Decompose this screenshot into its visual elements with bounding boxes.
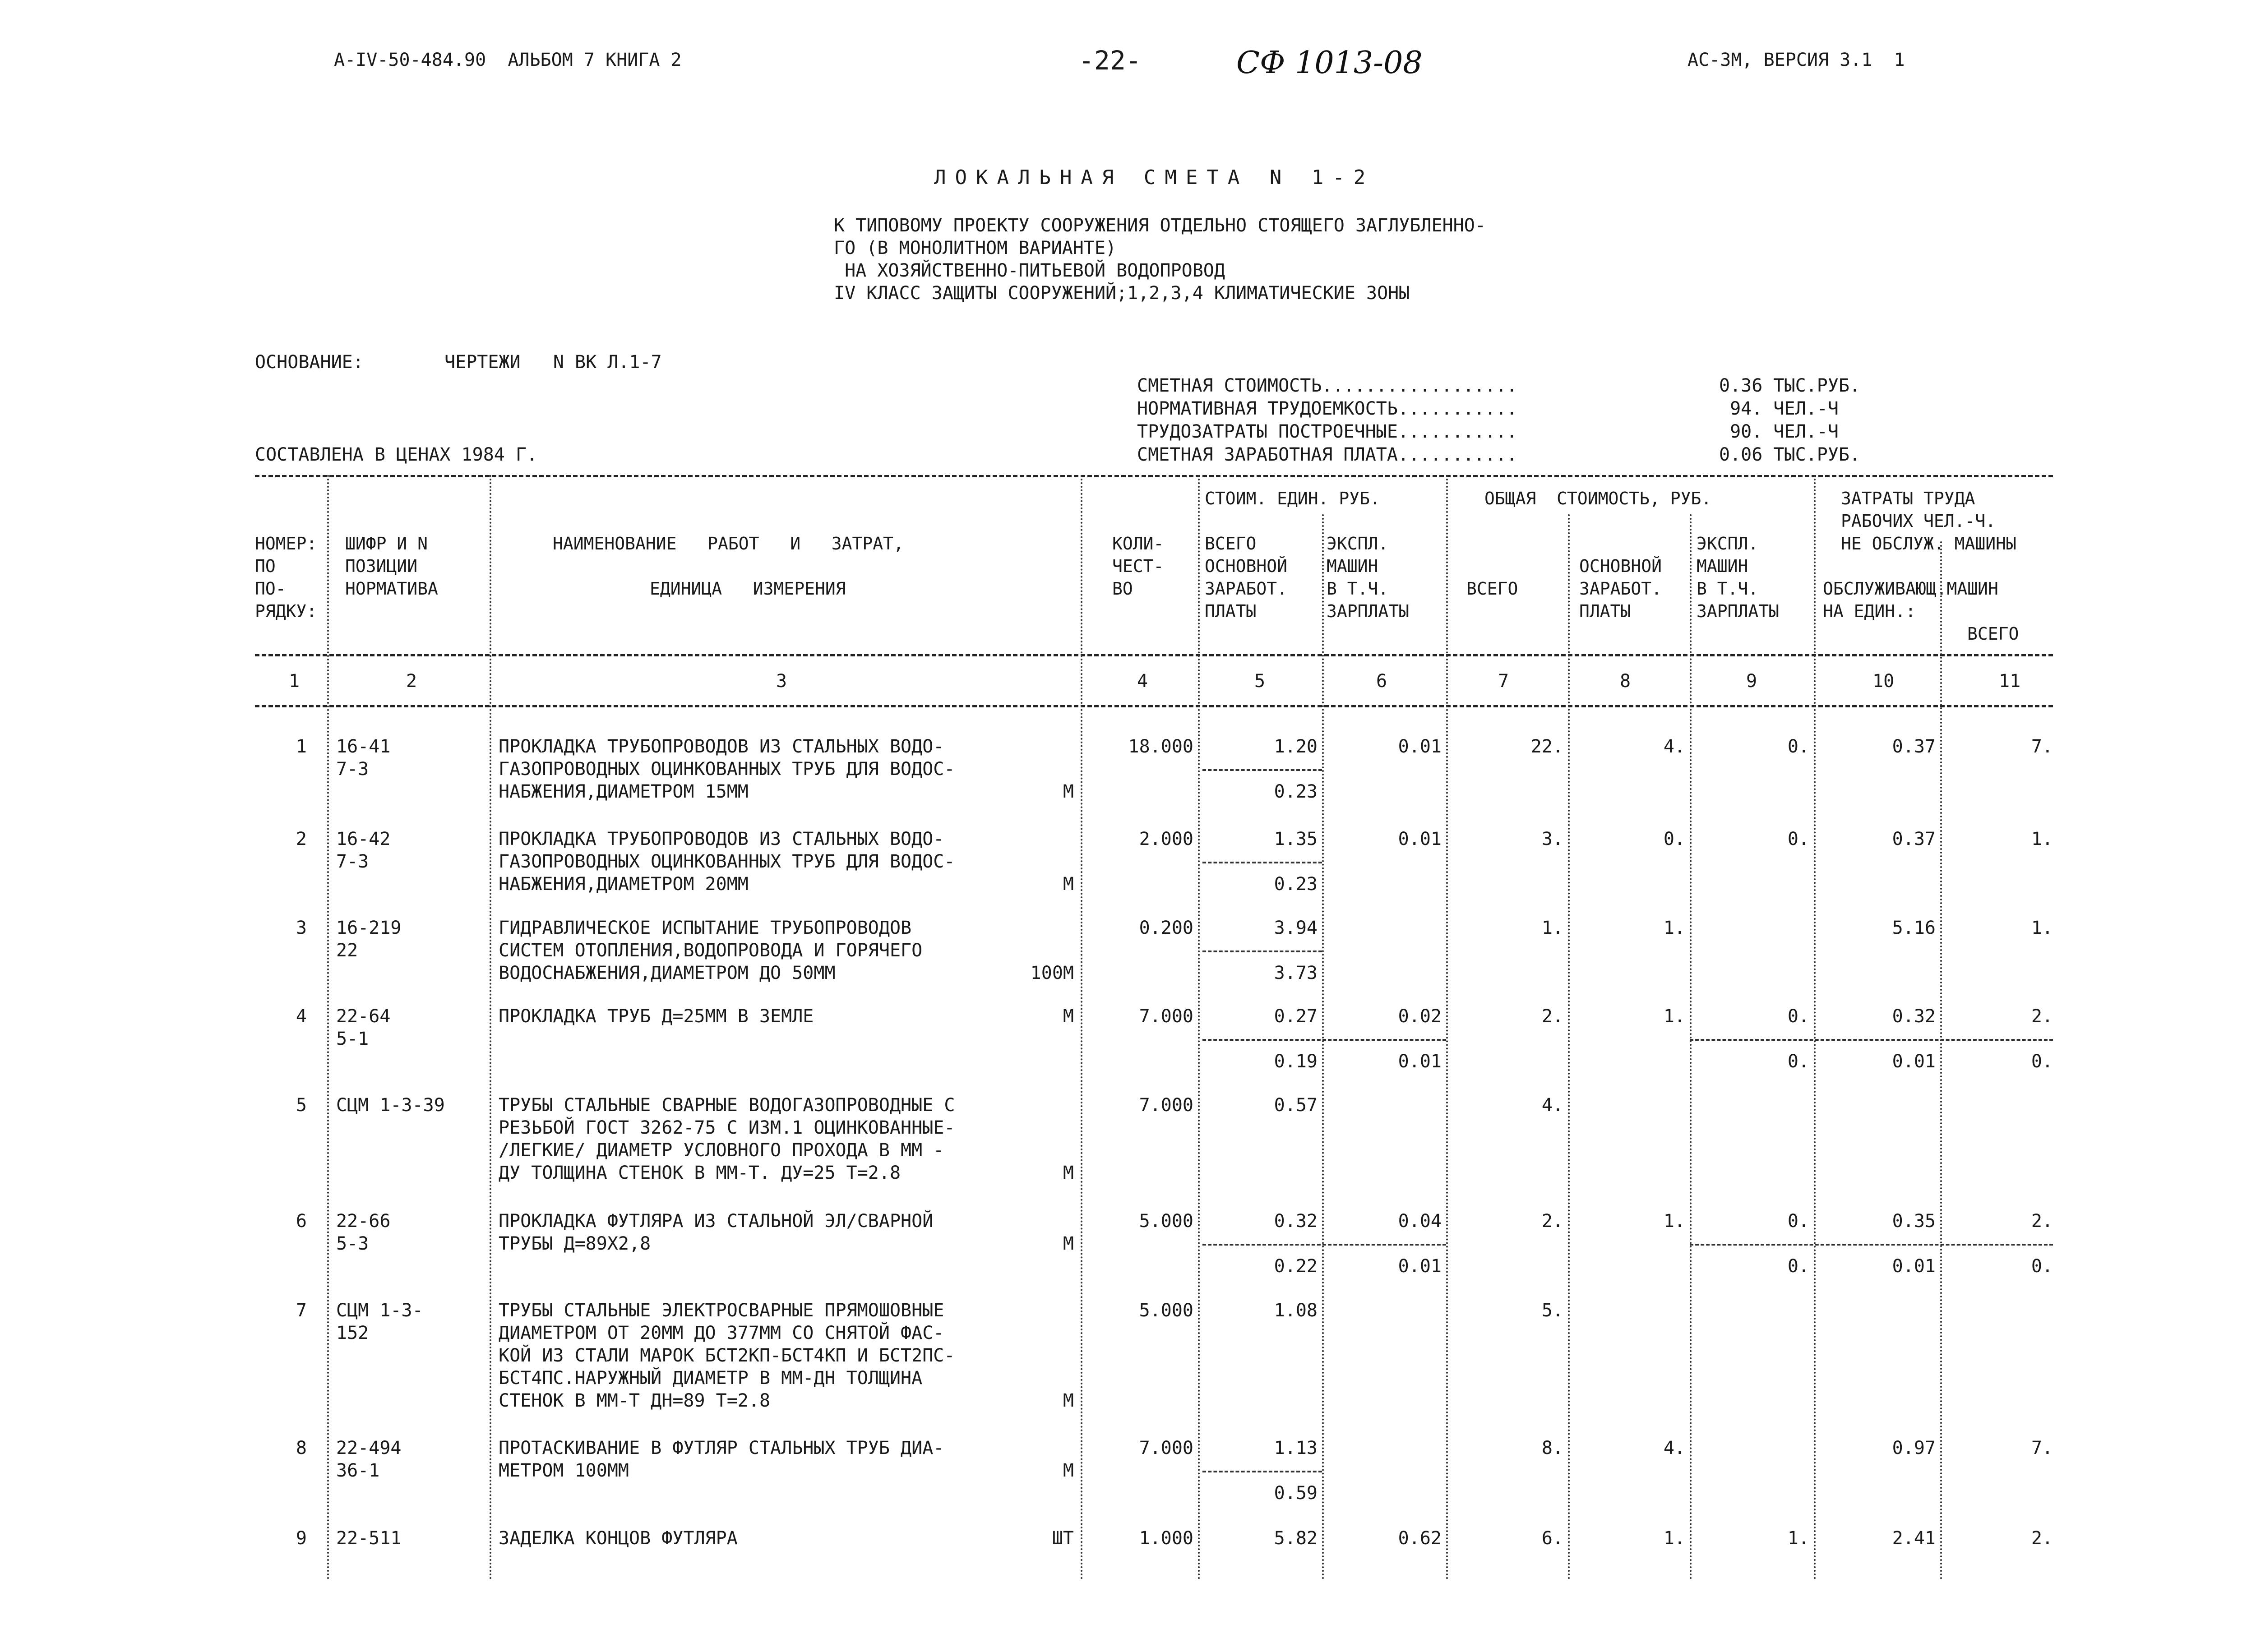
row-labor-per-unit: 0.32: [1892, 1006, 1936, 1027]
prices-note: СОСТАВЛЕНА В ЦЕНАХ 1984 Г.: [255, 444, 538, 465]
row-number: 1: [296, 736, 307, 757]
row-name: ПРОКЛАДКА ТРУБ Д=25ММ В ЗЕМЛЕ: [499, 1006, 814, 1027]
row-unit-cost-total: 0.32: [1274, 1211, 1318, 1232]
row-number: 9: [296, 1528, 307, 1549]
row-number: 8: [296, 1438, 307, 1458]
row-unit-cost-total: 0.57: [1274, 1095, 1318, 1116]
cell-divider: [1202, 1039, 1446, 1041]
row-unit-machine-wage: 0.01: [1398, 1051, 1442, 1072]
row-unit-cost-wage: 3.73: [1274, 963, 1318, 983]
row-unit-machine-wage: 0.01: [1398, 1256, 1442, 1277]
row-labor-total: 7.: [2031, 736, 2053, 757]
row-labor-total: 2.: [2031, 1528, 2053, 1549]
column-number: 4: [1137, 671, 1148, 692]
col-header-c8: ОСНОВНОЙ ЗАРАБОТ. ПЛАТЫ: [1579, 556, 1662, 621]
table-top-rule: [255, 475, 2053, 477]
row-unit-cost-total: 1.08: [1274, 1300, 1318, 1321]
row-code: 22-511: [336, 1528, 402, 1549]
row-total-cost: 5.: [1541, 1300, 1563, 1321]
row-total-wage: 1.: [1663, 1006, 1685, 1027]
row-unit-cost-total: 1.13: [1274, 1438, 1318, 1458]
row-labor-total: 2.: [2031, 1006, 2053, 1027]
row-total-wage: 1.: [1663, 1211, 1685, 1232]
header-album-ref: А-IV-50-484.90 АЛЬБОМ 7 КНИГА 2: [334, 50, 682, 70]
row-number: 3: [296, 918, 307, 938]
row-total-machine-wage: 0.: [1787, 1051, 1809, 1072]
row-qty: 7.000: [1139, 1095, 1193, 1116]
row-total-machine: 1.: [1787, 1528, 1809, 1549]
col-separator: [1568, 514, 1570, 1580]
row-code: 16-41 7-3: [336, 736, 391, 780]
row-total-machine: 0.: [1787, 829, 1809, 849]
row-total-cost: 22.: [1530, 736, 1563, 757]
row-name: ПРОКЛАДКА ТРУБОПРОВОДОВ ИЗ СТАЛЬНЫХ ВОДО- ГАЗОПРОВОДНЫХ ОЦИНКОВАННЫХ ТРУБ ДЛЯ ВОДОС- НАБЖЕНИЯ,ДИАМЕТРОМ 15ММ: [499, 736, 955, 802]
row-labor-total: 2.: [2031, 1211, 2053, 1232]
page-number: -22-: [1078, 45, 1142, 76]
row-unit-cost-wage: 0.19: [1274, 1051, 1318, 1072]
row-number: 6: [296, 1211, 307, 1232]
row-code: СЦМ 1-3-39: [336, 1095, 445, 1116]
row-labor-per-unit: 0.37: [1892, 736, 1936, 757]
row-name: ГИДРАВЛИЧЕСКОЕ ИСПЫТАНИЕ ТРУБОПРОВОДОВ СИСТЕМ ОТОПЛЕНИЯ,ВОДОПРОВОДА И ГОРЯЧЕГО ВОДОСНАБЖЕНИЯ,ДИАМЕТРОМ ДО 50ММ: [499, 918, 923, 983]
column-number: 3: [776, 671, 787, 692]
row-labor-per-unit: 0.97: [1892, 1438, 1936, 1458]
row-unit-machine: 0.62: [1398, 1528, 1442, 1549]
col-separator: [1446, 475, 1448, 1580]
row-total-wage: 1.: [1663, 918, 1685, 938]
row-total-cost: 4.: [1541, 1095, 1563, 1116]
row-qty: 18.000: [1128, 736, 1193, 757]
row-unit-cost-wage: 0.59: [1274, 1483, 1318, 1504]
header-bottom-rule: [255, 654, 2053, 656]
row-unit: М: [1063, 1006, 1074, 1027]
row-labor-machine-per-unit: 0.01: [1892, 1256, 1936, 1277]
row-code: 22-494 36-1: [336, 1438, 402, 1481]
row-total-cost: 6.: [1541, 1528, 1563, 1549]
col-header-c7: ВСЕГО: [1466, 579, 1518, 599]
row-unit: М: [1063, 1233, 1074, 1254]
row-total-wage: 4.: [1663, 736, 1685, 757]
column-number: 7: [1498, 671, 1509, 692]
document-subtitle: К ТИПОВОМУ ПРОЕКТУ СООРУЖЕНИЯ ОТДЕЛЬНО СТОЯЩЕГО ЗАГЛУБЛЕННО- ГО (В МОНОЛИТНОМ ВАРИАНТЕ) НА ХОЗЯЙСТВЕННО-ПИТЬЕВОЙ ВОДОПРОВОД IV КЛАСС ЗАЩИТЫ СООРУЖЕНИЙ;1,2,3,4 КЛИМАТИЧЕСКИЕ ЗОНЫ: [834, 215, 1486, 304]
col-header-labor: ЗАТРАТЫ ТРУДА РАБОЧИХ ЧЕЛ.-Ч. НЕ ОБСЛУЖ. МАШИНЫ: [1841, 489, 2016, 554]
summary-values: 0.36 ТЫС.РУБ. 94. ЧЕЛ.-Ч 90. ЧЕЛ.-Ч 0.06 ТЫС.РУБ.: [1719, 375, 1861, 465]
col-header-c5: ВСЕГО ОСНОВНОЙ ЗАРАБОТ. ПЛАТЫ: [1205, 534, 1288, 621]
column-number: 6: [1376, 671, 1387, 692]
col-header-c11: ВСЕГО: [1967, 624, 2019, 644]
column-number: 5: [1254, 671, 1266, 692]
row-name: ТРУБЫ СТАЛЬНЫЕ ЭЛЕКТРОСВАРНЫЕ ПРЯМОШОВНЫЕ ДИАМЕТРОМ ОТ 20ММ ДО 377ММ СО СНЯТОЙ ФАС- КОЙ ИЗ СТАЛИ МАРОК БСТ2КП-БСТ4КП И БСТ2ПС- БСТ4ПС.НАРУЖНЫЙ ДИАМЕТР В ММ-ДН ТОЛЩИНА СТЕНОК В ММ-Т ДН=89 Т=2.8: [499, 1300, 955, 1411]
column-number: 10: [1872, 671, 1895, 692]
row-labor-total: 1.: [2031, 829, 2053, 849]
row-number: 2: [296, 829, 307, 849]
row-code: 16-219 22: [336, 918, 402, 961]
row-code: 22-64 5-1: [336, 1006, 391, 1049]
column-number: 11: [1999, 671, 2021, 692]
cell-divider: [1202, 951, 1322, 952]
col-separator: [1198, 475, 1200, 1580]
row-name: ПРОКЛАДКА ФУТЛЯРА ИЗ СТАЛЬНОЙ ЭЛ/СВАРНОЙ ТРУБЫ Д=89Х2,8: [499, 1211, 934, 1254]
row-labor-per-unit: 5.16: [1892, 918, 1936, 938]
row-unit-cost-wage: 0.23: [1274, 781, 1318, 802]
row-name: ПРОТАСКИВАНИЕ В ФУТЛЯР СТАЛЬНЫХ ТРУБ ДИА- МЕТРОМ 100ММ: [499, 1438, 944, 1481]
row-unit-cost-total: 5.82: [1274, 1528, 1318, 1549]
col-header-code: ШИФР И N ПОЗИЦИИ НОРМАТИВА: [345, 534, 438, 599]
row-qty: 5.000: [1139, 1211, 1193, 1232]
row-unit: М: [1063, 1163, 1074, 1183]
col-separator: [327, 475, 329, 1580]
row-qty: 7.000: [1139, 1006, 1193, 1027]
row-total-machine: 0.: [1787, 1006, 1809, 1027]
row-total-machine: 0.: [1787, 736, 1809, 757]
row-total-cost: 8.: [1541, 1438, 1563, 1458]
row-total-wage: 4.: [1663, 1438, 1685, 1458]
document-title: ЛОКАЛЬНАЯ СМЕТА N 1-2: [934, 166, 1375, 189]
basis-value: ЧЕРТЕЖИ N ВК Л.1-7: [444, 352, 662, 373]
col-header-name: НАИМЕНОВАНИЕ РАБОТ И ЗАТРАТ,: [553, 534, 904, 554]
col-separator: [490, 475, 491, 1580]
column-numbers-rule: [255, 705, 2053, 707]
row-qty: 1.000: [1139, 1528, 1193, 1549]
row-total-wage: 0.: [1663, 829, 1685, 849]
row-unit-cost-total: 3.94: [1274, 918, 1318, 938]
col-header-qty: КОЛИ- ЧЕСТ- ВО: [1112, 534, 1164, 599]
col-header-c9: ЭКСПЛ. МАШИН В Т.Ч. ЗАРПЛАТЫ: [1697, 534, 1780, 621]
row-unit: 100М: [1030, 963, 1074, 983]
row-labor-machine-total: 0.: [2031, 1256, 2053, 1277]
row-qty: 7.000: [1139, 1438, 1193, 1458]
row-unit-cost-total: 1.35: [1274, 829, 1318, 849]
col-header-unit: ЕДИНИЦА ИЗМЕРЕНИЯ: [650, 579, 846, 599]
row-total-cost: 2.: [1541, 1211, 1563, 1232]
row-total-cost: 2.: [1541, 1006, 1563, 1027]
row-number: 7: [296, 1300, 307, 1321]
row-unit: М: [1063, 1390, 1074, 1411]
row-total-cost: 1.: [1541, 918, 1563, 938]
row-qty: 0.200: [1139, 918, 1193, 938]
col-header-c6: ЭКСПЛ. МАШИН В Т.Ч. ЗАРПЛАТЫ: [1327, 534, 1410, 621]
row-unit-machine: 0.01: [1398, 829, 1442, 849]
row-unit-cost-total: 0.27: [1274, 1006, 1318, 1027]
row-labor-machine-total: 0.: [2031, 1051, 2053, 1072]
row-unit-machine: 0.01: [1398, 736, 1442, 757]
row-labor-total: 1.: [2031, 918, 2053, 938]
row-name: ПРОКЛАДКА ТРУБОПРОВОДОВ ИЗ СТАЛЬНЫХ ВОДО- ГАЗОПРОВОДНЫХ ОЦИНКОВАННЫХ ТРУБ ДЛЯ ВОДОС- НАБЖЕНИЯ,ДИАМЕТРОМ 20ММ: [499, 829, 955, 895]
row-labor-total: 7.: [2031, 1438, 2053, 1458]
col-header-row-number: НОМЕР: ПО ПО- РЯДКУ:: [255, 534, 317, 621]
row-labor-per-unit: 0.35: [1892, 1211, 1936, 1232]
cell-divider: [1202, 862, 1322, 863]
cell-divider: [1202, 1471, 1322, 1472]
row-unit-cost-total: 1.20: [1274, 736, 1318, 757]
col-separator: [1940, 541, 1942, 1580]
row-unit-cost-wage: 0.22: [1274, 1256, 1318, 1277]
column-number: 9: [1746, 671, 1757, 692]
handwritten-code: СФ 1013-08: [1236, 45, 1423, 81]
row-code: 22-66 5-3: [336, 1211, 391, 1254]
row-qty: 5.000: [1139, 1300, 1193, 1321]
row-unit-cost-wage: 0.23: [1274, 874, 1318, 895]
header-software-version: АС-3М, ВЕРСИЯ 3.1 1: [1687, 50, 1905, 70]
col-separator: [1081, 475, 1082, 1580]
cell-divider: [1690, 1244, 2053, 1246]
row-name: ЗАДЕЛКА КОНЦОВ ФУТЛЯРА: [499, 1528, 738, 1549]
col-header-total-cost: ОБЩАЯ СТОИМОСТЬ, РУБ.: [1484, 489, 1712, 508]
row-total-machine-wage: 0.: [1787, 1256, 1809, 1277]
row-unit-machine: 0.04: [1398, 1211, 1442, 1232]
col-header-c10: ОБСЛУЖИВАЮЩ.МАШИН НА ЕДИН.:: [1823, 579, 1998, 621]
cell-divider: [1202, 769, 1322, 771]
basis-label: ОСНОВАНИЕ:: [255, 352, 364, 373]
row-total-wage: 1.: [1663, 1528, 1685, 1549]
row-unit: М: [1063, 874, 1074, 895]
col-separator: [1322, 514, 1324, 1580]
row-unit: М: [1063, 1460, 1074, 1481]
row-total-machine: 0.: [1787, 1211, 1809, 1232]
cell-divider: [1202, 1244, 1446, 1246]
row-code: СЦМ 1-3- 152: [336, 1300, 423, 1343]
row-labor-per-unit: 2.41: [1892, 1528, 1936, 1549]
row-qty: 2.000: [1139, 829, 1193, 849]
row-total-cost: 3.: [1541, 829, 1563, 849]
row-unit-machine: 0.02: [1398, 1006, 1442, 1027]
cell-divider: [1690, 1039, 2053, 1041]
row-number: 4: [296, 1006, 307, 1027]
col-header-unit-cost: СТОИМ. ЕДИН. РУБ.: [1205, 489, 1380, 508]
row-labor-machine-per-unit: 0.01: [1892, 1051, 1936, 1072]
row-number: 5: [296, 1095, 307, 1116]
row-labor-per-unit: 0.37: [1892, 829, 1936, 849]
summary-labels: СМЕТНАЯ СТОИМОСТЬ.................. НОРМАТИВНАЯ ТРУДОЕМКОСТЬ........... ТРУДОЗАТРАТЫ ПОСТРОЕЧНЫЕ........... СМЕТНАЯ ЗАРАБОТНАЯ ПЛАТА...........: [1137, 375, 1517, 465]
row-name: ТРУБЫ СТАЛЬНЫЕ СВАРНЫЕ ВОДОГАЗОПРОВОДНЫЕ С РЕЗЬБОЙ ГОСТ 3262-75 С ИЗМ.1 ОЦИНКОВАННЫЕ- /ЛЕГКИЕ/ ДИАМЕТР УСЛОВНОГО ПРОХОДА В ММ - ДУ ТОЛЩИНА СТЕНОК В ММ-Т. ДУ=25 Т=2.8: [499, 1095, 955, 1183]
row-unit: М: [1063, 781, 1074, 802]
column-number: 8: [1620, 671, 1631, 692]
col-separator: [1690, 514, 1692, 1580]
row-code: 16-42 7-3: [336, 829, 391, 872]
column-number: 1: [289, 671, 300, 692]
column-number: 2: [406, 671, 417, 692]
row-unit: ШТ: [1052, 1528, 1074, 1549]
col-separator: [1814, 475, 1816, 1580]
